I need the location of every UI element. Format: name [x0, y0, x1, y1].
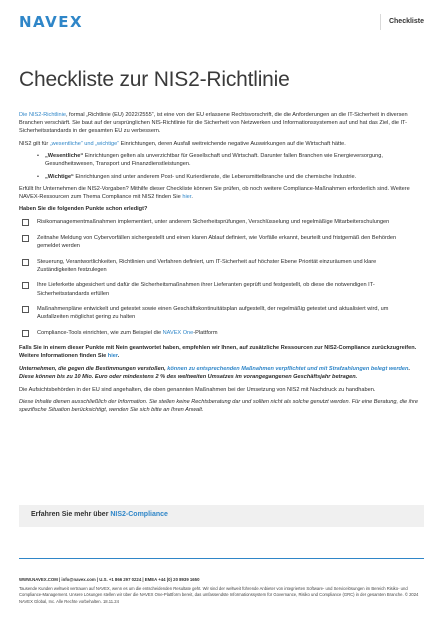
penalty-paragraph	[19, 365, 424, 381]
tools-text-end: -Plattform	[193, 329, 218, 336]
intro-paragraph	[19, 111, 424, 135]
footer-divider	[19, 558, 424, 559]
checklist-item	[22, 281, 424, 297]
cta-text	[31, 511, 168, 518]
checkbox[interactable]	[22, 330, 29, 337]
checklist-item	[22, 329, 424, 337]
essential-label: „Wesentliche“	[45, 153, 84, 160]
entities-link[interactable]: „wesentliche“ und „wichtige“	[49, 140, 120, 147]
followup-paragraph	[19, 344, 424, 360]
document-body	[19, 111, 424, 419]
checklist	[22, 218, 424, 336]
checklist-item-text: Risikomanagementmaßnahmen implementiert, unter anderem Sicherheitsprüfungen, Verschlüsselung und regelmäßige Mitarbeiterschulungen	[37, 219, 390, 226]
checkbox[interactable]	[22, 282, 29, 289]
scope-paragraph	[19, 140, 424, 148]
checklist-item	[22, 258, 424, 274]
followup-text: Falls Sie in einem dieser Punkte mit Nein geantwortet haben, empfehlen wir Ihnen, auf zusätzliche Ressourcen zur NIS2-Compliance zurückzugreifen. Weitere Informationen finden Sie	[19, 345, 417, 360]
essential-text: Einrichtungen gelten als unverzichtbar für Gesellschaft und Wirtschaft. Darunter fallen Branchen wie Energieversorgung, Gesundheitswesen, Transport und Finanzdienstleistungen.	[45, 153, 383, 168]
compliance-end: .	[191, 193, 193, 200]
cta-banner	[19, 505, 424, 527]
important-text: Einrichtungen sind unter anderem Post- und Kurierdienste, die Lebensmittelbranche und die chemische Industrie.	[73, 173, 357, 180]
penalty-text-a: Unternehmen, die gegen die Bestimmungen verstoßen,	[19, 366, 168, 373]
scope-text-a: NIS2 gilt für	[19, 140, 50, 147]
nis2-compliance-link[interactable]: NIS2-Compliance	[110, 511, 168, 518]
penalty-link[interactable]: können zu entsprechenden Maßnahmen verpflichtet und mit Strafzahlungen belegt werden	[167, 366, 409, 373]
tools-text: Compliance-Tools einrichten, wie zum Beispiel die	[37, 329, 163, 336]
bullet-important	[19, 173, 424, 181]
nis2-directive-link[interactable]: Die NIS2-Richtlinie	[19, 112, 66, 118]
intro-text: , formal „Richtlinie (EU) 2022/2555“, ist eine von der EU erlassene Rechtsvorschrift, die die Anforderungen an die IT-Sicherheit in diversen Branchen verschärft. Sie baut auf der ursprünglichen NIS-Richtlinie für die Sicherheit von Netzwerken und Informationssystemen auf und hat das Ziel, die IT-Sicherheitsstandards in der gesamten EU zu verbessern.	[19, 112, 408, 135]
resources-link[interactable]: hier	[182, 193, 192, 200]
penalty-text-b: . Diese können bis zu 10 Mio. Euro oder mindestens 2 % des weltweiten Umsatzes im vorangegangenen Geschäftsjahr betragen.	[19, 366, 411, 381]
disclaimer-paragraph: Diese Inhalte dienen ausschließlich der Information. Sie stellen keine Rechtsberatung dar und sollten nicht als solche genutzt werden. Für eine Beratung, die ihre spezifische Situation berücksichtigt, wenden Sie sich bitte an Ihren Anwalt.	[19, 399, 418, 414]
bullet-icon: •	[37, 153, 39, 160]
bullet-icon: •	[37, 173, 39, 180]
checklist-item	[22, 218, 424, 226]
checkbox[interactable]	[22, 235, 29, 242]
footer-contact: WWW.NAVEX.COM | info@navex.com | U.S. +1 866 297 0224 | EMEA +44 (0) 20 8939 1650	[19, 577, 200, 582]
cta-prefix: Erfahren Sie mehr über	[31, 511, 111, 518]
more-info-link[interactable]: hier	[107, 353, 118, 360]
header-divider	[380, 14, 381, 30]
page-title: Checkliste zur NIS2-Richtlinie	[19, 68, 290, 91]
important-label: „Wichtige“	[45, 173, 74, 180]
checkbox[interactable]	[22, 306, 29, 313]
compliance-paragraph	[19, 185, 424, 201]
checkbox[interactable]	[22, 219, 29, 226]
checkbox[interactable]	[22, 259, 29, 266]
bullet-essential	[19, 152, 424, 168]
checklist-item-text: Maßnahmenpläne entwickelt und getestet sowie einen Geschäftskontinuitätsplan aufgestellt, der regelmäßig getestet und aktualisiert wird, um Ausfallzeiten möglichst gering zu halten	[37, 306, 389, 321]
scope-text-b: Einrichtungen, deren Ausfall weitreichende negative Auswirkungen auf die Wirtschaft hätte.	[119, 140, 346, 147]
checklist-item-text	[37, 329, 409, 337]
navex-logo: NAVEX	[19, 13, 84, 31]
navex-one-link[interactable]: NAVEX One	[162, 329, 194, 336]
authorities-paragraph: Die Aufsichtsbehörden in der EU sind angehalten, die oben genannten Maßnahmen bei der Umsetzung von NIS2 mit Nachdruck zu handhaben.	[19, 386, 376, 393]
footer-legal: Tausende Kunden weltweit vertrauen auf NAVEX, wenn es um die entscheidenden Resultate geht. Wir sind der weltweit führende Anbieter von integrierten Software- und Servicelösungen im Bereich Risiko- und Compliance-Management. Unsere Lösungen stellen wir über die NAVEX One-Plattform bereit, das umfassendste Informationssystem für Governance, Risiko und Compliance (GRC) in der gesamten Branche. © 2024 NAVEX Global, Inc. Alle Rechte vorbehalten. 18.11.24	[19, 586, 419, 604]
checklist-item	[22, 305, 424, 321]
document-type-label: Checkliste	[388, 18, 424, 25]
followup-end: .	[117, 353, 120, 360]
checklist-item-text: Steuerung, Verantwortlichkeiten, Richtlinien und Verfahren definiert, um IT-Sicherheit auf höchster Ebene Priorität einzuräumen und klare Zuständigkeiten festzulegen	[37, 258, 377, 273]
checklist-heading: Haben Sie die folgenden Punkte schon erledigt?	[19, 206, 148, 213]
checklist-item-text: Zeitnahe Meldung von Cybervorfällen sichergestellt und einen klaren Ablauf definiert, wie Vorfälle erkannt, beurteilt und fristgemäß den Behörden gemeldet werden	[37, 235, 397, 250]
compliance-text: Erfüllt Ihr Unternehmen die NIS2-Vorgaben? Mithilfe dieser Checkliste können Sie prüfen, ob noch weitere Compliance-Maßnahmen erforderlich sind. Weitere NAVEX-Ressourcen zum Thema Compliance mit NIS2 finden Sie	[19, 185, 410, 200]
checklist-item	[22, 234, 424, 250]
checklist-item-text: Ihre Lieferkette abgesichert und dafür die Sicherheitsmaßnahmen ihrer Lieferanten geprüft und festgestellt, ob diese die notwendigen IT-Sicherheitsstandards erfüllen	[37, 282, 375, 297]
